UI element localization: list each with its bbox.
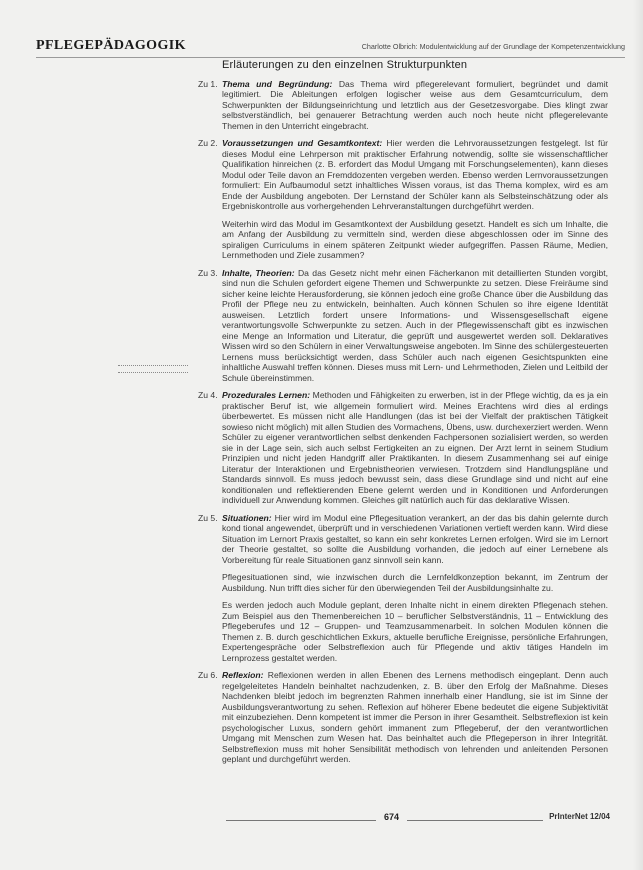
issue-label: PrInterNet 12/04 xyxy=(543,812,610,821)
item-title: Situationen: xyxy=(222,512,272,523)
margin-dotted-mark xyxy=(118,365,188,367)
item-number: Zu 3. xyxy=(198,267,218,278)
item-text: Das Thema wird pflegerelevant formuliert, begründet und damit legitimiert. Die Ableitungen erfolgen logischer weise aus dem Gesamtcurriculum, dem Schwerpunkten der Bildungseinrichtung und letztlich aus der Gesetzesvorgabe. Dies klingt zwar selbstverständlich, bei genauerer Betrachtung werden auch noch heute nicht pflegerelevante Themen in den Unterricht eingebracht. xyxy=(222,78,609,131)
paragraph: Pflegesituationen sind, wie inzwischen durch die Lernfeldkonzeption bekannt, im Zentrum der Ausbildung. Nun trifft dies sicher für den überwiegenden Teil der Ausbildungsinhalte zu. xyxy=(222,572,608,593)
paragraph: Weiterhin wird das Modul im Gesamtkontext der Ausbildung gesetzt. Handelt es sich um Inhalte, die am Anfang der Ausbildung zu vermitteln sind, werden diese abgeschlossen oder im Sinne des spiraligen Curriculums in einem späteren Zeitpunkt wieder aufgegriffen. Passen Räume, Medien, Lernmethoden und Ziele zusammen? xyxy=(222,218,608,260)
item-text: Methoden und Fähigkeiten zu erwerben, ist in der Pflege wichtig, da es ja ein praktischer Beruf ist, wie allgemein formuliert wird. Meines Erachtens wird dies al erdings überbewertet. Es müssen nicht alle Handlungen (das ist bei der Vielfalt der praktischen Tätigkeit sowieso nicht möglich) mit allen Studien des Vormachens, Übens, usw. durchexerziert werden. Wenn Schüler zu eigener verantwortlichen selbst denkenden Fachpersonen sozialisiert werden, so werden sie in der Lage sein, sich auch selbst Fertigkeiten an zu eignen. Der Arzt lernt in seinem Studium Prinzipien und nicht jeden Handgriff aller Praktikanten. In diesem Zusammenhang sei auf einige Literatur der Interaktionen und Ergebnistheorien verwiesen. Trotzdem sind Handlungspläne und Standards sinnvoll. Es muss jedoch bewusst sein, dass diese Grundlage sind und nicht auf eine konditionalen und reflektierenden Ebene gelernt werden und in Konditionen und Anforderungen individuell zur Anwendung kommen. Gleiches gilt natürlich auch für das deklarative Wissen. xyxy=(222,390,609,505)
item-title: Inhalte, Theorien: xyxy=(222,267,295,278)
page-header xyxy=(36,38,625,56)
margin-dotted-mark xyxy=(118,372,188,374)
scan-edge-shadow xyxy=(633,0,643,870)
item-title: Prozedurales Lernen: xyxy=(222,390,311,400)
item-number: Zu 1. xyxy=(198,78,218,89)
item-number: Zu 5. xyxy=(198,512,218,523)
item-text: Hier werden die Lehrvoraussetzungen festgelegt. Ist für dieses Modul eine Lehrperson mit praktischer Erfahrung notwendig, sollte sie wissenschaftlicher Qualifikation hinreichen (z. B. erfordert das Modul Umgang mit Forschungselementen), kann dieses Modul oder Teile davon an Fremddozenten vergeben werden. Ebenso werden Lernvoraussetzungen formuliert: Ein Aufbaumodul setzt inhaltliches Wissen voraus, ist das Thema komplex, wird es am Ende der Ausbildung angeboten. Der Lernstand der Schüler kann als Selbsteinschätzung oder als Ergebniskontrolle aus vorhergehenden Lehrveranstaltungen durchgeführt werden. xyxy=(222,138,608,211)
list-item xyxy=(198,268,608,384)
item-number: Zu 2. xyxy=(198,138,218,148)
running-title: Charlotte Olbrich: Modulentwicklung auf der Grundlage der Kompetenzentwicklung xyxy=(361,42,625,51)
page-footer xyxy=(226,812,610,826)
item-text: Hier wird im Modul eine Pflegesituation verankert, an der das bis dahin gelernte durch kond tional angewendet, überprüft und in verschiedenen Variationen vertieft werden kann. Wird diese Situation im Lernort Praxis gestaltet, so kann ein sehr konkretes Lernen erfolgen. Wird sie im Lernort der Theorie gestaltet, so sollte die Ausbildung vorhanden, die jedoch auf einer Lernebene als Vorbereitung für reale Situationen ganz sinnvoll sein kann. xyxy=(222,512,608,565)
item-title: Reflexion: xyxy=(222,670,264,680)
item-text: Reflexionen werden in allen Ebenen des Lernens methodisch eingeplant. Denn auch regelgeleitetes Handeln beinhaltet nachzudenken, z. B. über den Erfolg der Maßnahme. Dieses Nachdenken bleibt jedoch im begrenzten Rahmen innerhalb einer Handlung, sie ist im Sinne der Ausbildungsverantwortung zu sehen. Reflexion auf höherer Ebene bedeutet die eigene Subjektivität mit einzubeziehen. Denn kompetent ist immer die Person in ihrer Gesamtheit. Selbstreflexion ist kein psychologischer Luxus, sondern gehört immanent zum Pflegeberuf, der den verantwortlichen Umgang mit Menschen zum Wesen hat. Das beinhaltet auch die Pflegeperson in ihrer Integrität. Selbstreflexion muss mit hoher Sensibilität methodisch von lehrenden und anleitenden Personen geplant und durchgeführt werden. xyxy=(222,670,608,764)
article-body xyxy=(198,60,608,772)
journal-title: PFLEGEPÄDAGOGIK xyxy=(36,38,186,53)
section-title: Erläuterungen zu den einzelnen Strukturpunkten xyxy=(222,59,468,71)
item-number: Zu 4. xyxy=(198,390,218,400)
item-number: Zu 6. xyxy=(198,670,218,680)
list-item xyxy=(198,138,608,212)
list-item xyxy=(198,670,608,765)
item-title: Thema und Begründung: xyxy=(222,78,333,89)
list-item xyxy=(198,513,608,566)
list-item xyxy=(198,79,608,132)
paragraph: Es werden jedoch auch Module geplant, deren Inhalte nicht in einem direkten Pflegenach stehen. Zum Beispiel aus den Themenbereichen 10 – beruflicher Selbstverständnis, 11 – Entwicklung des Pflegeberufes und 12 – Gruppen- und Teamzusammenarbeit. In solchen Modulen können die Themen z. B. durch geschichtlichen Exkurs, aktuelle berufliche Ereignisse, persönliche Erfahrungen, Expertengespräche oder Selbstreflexion auch für Pflegende und aktiv tätiges Handeln im Lernprozess gestaltet werden. xyxy=(222,600,608,663)
list-item xyxy=(198,390,608,506)
item-text: Da das Gesetz nicht mehr einen Fächerkanon mit detaillierten Stunden vorgibt, sind nun die Schulen gefordert eigene Themen und Schwerpunkte zu setzen. Diese Freiräume sind sicher keine leichte Herausforderung, sie können jedoch eine große Chance über die Ausbildung das Profil der Pflege neu zu entwickeln, beinhalten. Auch können Schulen so ihre eigene Identität ausweisen. Letztlich fordert unsere Informations- und Wissensgesellschaft eigene verantwortungsvolle Schwerpunkte zu setzen. Auch in der Pflegewissenschaft gibt es inzwischen eine Menge an Information und Literatur, die geprüft und ausgewertet werden soll. Deklaratives Wissen wird so den Schülern in einer Verwaltungsweise angeboten. Im Sinne des schülergesteuerten Lernens muss berücksichtigt werden, dass Schüler auch nach eigenen Gesichtspunkten eine inhaltliche Auswahl treffen können. Dieses muss mit Lern- und Lehrmethoden, Zielen und Leitbild der Schule übereinstimmen. xyxy=(222,267,609,383)
page-number: 674 xyxy=(376,812,407,822)
header-rule xyxy=(36,57,625,58)
item-title: Voraussetzungen und Gesamtkontext: xyxy=(222,138,383,148)
